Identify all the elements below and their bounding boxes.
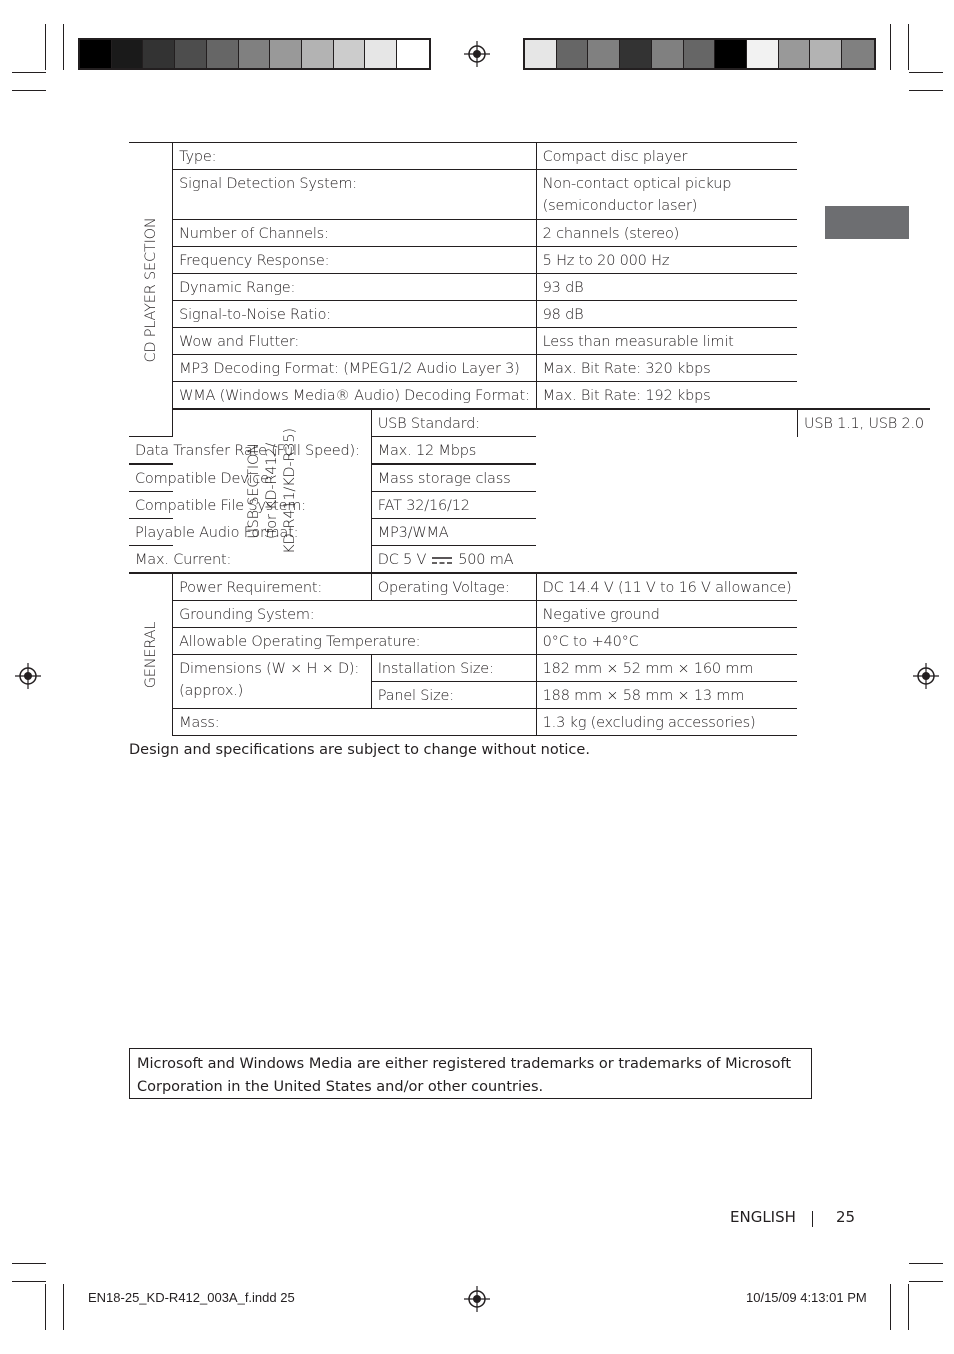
color-swatch — [652, 40, 684, 68]
color-calibration-bar-right — [523, 38, 876, 70]
color-swatch — [239, 40, 271, 68]
spec-label-line: (approx.) — [179, 683, 244, 699]
spec-value: Negative ground — [536, 601, 797, 628]
color-swatch — [397, 40, 429, 68]
spec-label: Number of Channels: — [173, 220, 537, 247]
specification-note: Design and specifications are subject to change without notice. — [129, 742, 590, 758]
spec-label: Allowable Operating Temperature: — [173, 628, 537, 655]
color-swatch — [80, 40, 112, 68]
section-label-line: USB SECTION — [245, 443, 262, 539]
footer-separator — [812, 1211, 813, 1227]
trademark-line: Corporation in the United States and/or other countries. — [137, 1079, 544, 1095]
spec-label: USB Standard: — [371, 409, 797, 437]
section-cd-player — [129, 143, 173, 437]
spec-label: Playable Audio Format: — [129, 519, 371, 546]
color-swatch — [143, 40, 175, 68]
spec-value: Compact disc player — [536, 143, 797, 170]
table-row — [129, 301, 930, 328]
spec-value: 188 mm × 58 mm × 13 mm — [536, 682, 797, 709]
crop-mark — [12, 72, 46, 73]
table-row — [129, 601, 930, 628]
crop-mark — [909, 72, 943, 73]
spec-label: Signal-to-Noise Ratio: — [173, 301, 537, 328]
color-swatch — [525, 40, 557, 68]
specifications-table — [129, 142, 930, 736]
spec-value: 2 channels (stereo) — [536, 220, 797, 247]
table-row — [129, 628, 930, 655]
registration-mark-icon — [15, 663, 41, 689]
spec-label: Data Transfer Rate (Full Speed): — [129, 437, 371, 465]
table-row — [129, 655, 930, 682]
color-swatch — [557, 40, 589, 68]
spec-value: DC 14.4 V (11 V to 16 V allowance) — [536, 573, 797, 601]
color-swatch — [684, 40, 716, 68]
color-swatch — [588, 40, 620, 68]
table-row — [129, 355, 930, 382]
spec-value: 0°C to +40°C — [536, 628, 797, 655]
registration-mark-icon — [464, 1286, 490, 1312]
crop-mark — [908, 1284, 909, 1330]
crop-mark — [45, 24, 46, 70]
page-number: 25 — [836, 1208, 856, 1226]
color-swatch — [334, 40, 366, 68]
spec-label: Dynamic Range: — [173, 274, 537, 301]
section-label — [245, 428, 299, 554]
crop-mark — [45, 1284, 46, 1330]
spec-value — [536, 170, 797, 220]
table-row — [129, 274, 930, 301]
crop-mark — [12, 90, 46, 91]
crop-mark — [890, 1284, 891, 1330]
footer-language: ENGLISH — [730, 1208, 796, 1226]
spec-sublabel: Operating Voltage: — [371, 573, 536, 601]
table-row — [129, 382, 930, 410]
spec-value: Mass storage class — [371, 464, 536, 492]
spec-sublabel: Panel Size: — [371, 682, 536, 709]
color-swatch — [302, 40, 334, 68]
color-swatch — [779, 40, 811, 68]
spec-value: Max. 12 Mbps — [371, 437, 536, 465]
spec-label-line: Dimensions (W × H × D): — [179, 661, 360, 677]
trademark-line: Microsoft and Windows Media are either registered trademarks or trademarks of Microsoft — [137, 1056, 792, 1072]
spec-label: Compatible Device: — [129, 464, 371, 492]
color-swatch — [365, 40, 397, 68]
color-swatch — [620, 40, 652, 68]
color-calibration-bar-left — [78, 38, 431, 70]
spec-value: Less than measurable limit — [536, 328, 797, 355]
spec-value: 182 mm × 52 mm × 160 mm — [536, 655, 797, 682]
spec-value: 98 dB — [536, 301, 797, 328]
spec-label: Wow and Flutter: — [173, 328, 537, 355]
spec-value-current: 500 mA — [458, 552, 514, 568]
section-label-line: (for KD-R412/ — [263, 442, 280, 540]
crop-mark — [63, 1284, 64, 1330]
trademark-notice — [129, 1048, 812, 1099]
color-swatch — [207, 40, 239, 68]
table-row — [129, 709, 930, 736]
spec-label: Mass: — [173, 709, 537, 736]
spec-value: Max. Bit Rate: 320 kbps — [536, 355, 797, 382]
crop-mark — [909, 1263, 943, 1264]
section-label: CD PLAYER SECTION — [142, 216, 159, 363]
crop-mark — [908, 24, 909, 70]
spec-sublabel: Installation Size: — [371, 655, 536, 682]
table-row — [129, 220, 930, 247]
spec-label: Power Requirement: — [173, 573, 372, 601]
table-row — [129, 328, 930, 355]
spec-label — [173, 655, 372, 709]
spec-value-line: Non-contact optical pickup — [542, 176, 732, 192]
spec-label: Signal Detection System: — [173, 170, 537, 220]
slug-timestamp: 10/15/09 4:13:01 PM — [746, 1290, 867, 1305]
table-row — [129, 143, 930, 170]
spec-label: Type: — [173, 143, 537, 170]
spec-value — [371, 546, 536, 574]
section-label-line: KD-R411/KD-R35) — [281, 428, 298, 554]
section-usb — [173, 409, 372, 573]
spec-value: MP3/WMA — [371, 519, 536, 546]
slug-filename: EN18-25_KD-R412_003A_f.indd 25 — [88, 1290, 295, 1305]
section-general — [129, 573, 173, 736]
crop-mark — [890, 24, 891, 70]
color-swatch — [810, 40, 842, 68]
color-swatch — [842, 40, 874, 68]
spec-label: Frequency Response: — [173, 247, 537, 274]
spec-label: WMA (Windows Media® Audio) Decoding Format: — [173, 382, 537, 410]
spec-value: 93 dB — [536, 274, 797, 301]
section-label: GENERAL — [142, 621, 159, 688]
spec-label: MP3 Decoding Format: (MPEG1/2 Audio Layer 3) — [173, 355, 537, 382]
table-row — [129, 247, 930, 274]
crop-mark — [909, 90, 943, 91]
crop-mark — [63, 24, 64, 70]
color-swatch — [270, 40, 302, 68]
spec-value: 5 Hz to 20 000 Hz — [536, 247, 797, 274]
spec-value-voltage: DC 5 V — [377, 552, 427, 568]
table-row — [129, 170, 930, 220]
crop-mark — [909, 1281, 943, 1282]
dc-symbol-icon — [432, 555, 452, 565]
spec-value: FAT 32/16/12 — [371, 492, 536, 519]
color-swatch — [175, 40, 207, 68]
registration-mark-icon — [464, 41, 490, 67]
crop-mark — [12, 1263, 46, 1264]
spec-label: Max. Current: — [129, 546, 371, 574]
crop-mark — [12, 1281, 46, 1282]
table-row — [129, 409, 930, 437]
spec-label: Compatible File System: — [129, 492, 371, 519]
spec-value: Max. Bit Rate: 192 kbps — [536, 382, 797, 410]
spec-label: Grounding System: — [173, 601, 537, 628]
spec-value: 1.3 kg (excluding accessories) — [536, 709, 797, 736]
color-swatch — [715, 40, 747, 68]
table-row — [129, 573, 930, 601]
spec-value: USB 1.1, USB 2.0 — [797, 409, 929, 437]
color-swatch — [747, 40, 779, 68]
spec-value-line: (semiconductor laser) — [542, 198, 698, 214]
color-swatch — [112, 40, 144, 68]
